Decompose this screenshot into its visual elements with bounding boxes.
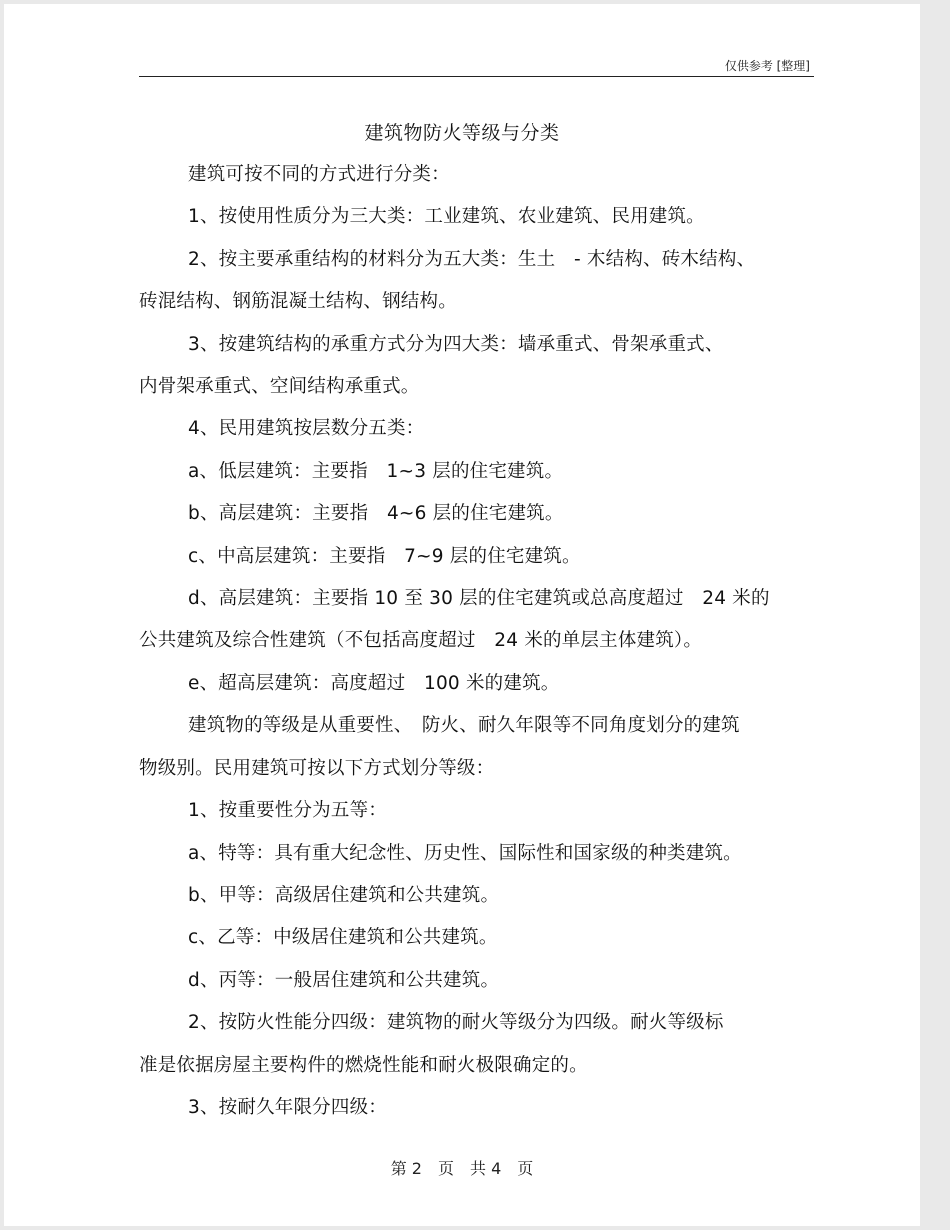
paragraph xyxy=(139,536,814,578)
paragraph xyxy=(139,324,814,409)
paragraph-line: d、高层建筑：主要指 10 至 30 层的住宅建筑或总高度超过 24 米的 xyxy=(188,588,770,610)
paragraph xyxy=(139,408,814,450)
paragraph-line: b、甲等：高级居住建筑和公共建筑。 xyxy=(188,884,500,906)
paragraph-line: 建筑物的等级是从重要性、 防火、耐久年限等不同角度划分的建筑 xyxy=(188,715,740,737)
paragraph xyxy=(139,917,814,959)
page-number-footer: 第 2 页 共 4 页 xyxy=(390,1159,534,1178)
paragraph xyxy=(139,960,814,1002)
paragraph-line: 1、按使用性质分为三大类：工业建筑、农业建筑、民用建筑。 xyxy=(188,206,705,228)
paragraph-line: 4、民用建筑按层数分五类： xyxy=(188,418,425,440)
paragraph xyxy=(139,663,814,705)
paragraph-line: 3、按耐久年限分四级： xyxy=(188,1096,387,1118)
paragraph xyxy=(139,790,814,832)
paragraph xyxy=(139,196,814,238)
paragraph-line: 准是依据房屋主要构件的燃烧性能和耐火极限确定的。 xyxy=(139,1054,588,1076)
paragraph xyxy=(139,833,814,875)
paragraph-line: 2、按主要承重结构的材料分为五大类：生土 - 木结构、砖木结构、 xyxy=(188,248,756,270)
paragraph-line: 1、按重要性分为五等： xyxy=(188,800,387,822)
paragraph xyxy=(139,239,814,324)
header-rule xyxy=(139,76,814,77)
paragraph-line: 公共建筑及综合性建筑（不包括高度超过 24 米的单层主体建筑）。 xyxy=(139,630,703,652)
paragraph xyxy=(139,1087,814,1129)
paragraph xyxy=(139,451,814,493)
paragraph-line: e、超高层建筑：高度超过 100 米的建筑。 xyxy=(188,672,560,694)
paragraph-line: a、特等：具有重大纪念性、历史性、国际性和国家级的种类建筑。 xyxy=(188,842,742,864)
paragraph xyxy=(139,875,814,917)
paragraph-line: 内骨架承重式、空间结构承重式。 xyxy=(139,376,420,398)
document-title: 建筑物防火等级与分类 xyxy=(364,122,560,144)
paragraph-line: d、丙等：一般居住建筑和公共建筑。 xyxy=(188,969,500,991)
paragraph-line: 建筑可按不同的方式进行分类： xyxy=(188,164,450,185)
paragraph xyxy=(139,154,814,196)
paragraph-line: a、低层建筑：主要指 1~3 层的住宅建筑。 xyxy=(188,460,564,482)
paragraph xyxy=(139,578,814,663)
document-body xyxy=(139,154,814,1129)
paragraph-line: 砖混结构、钢筋混凝土结构、钢结构。 xyxy=(139,291,457,313)
paragraph-line: c、乙等：中级居住建筑和公共建筑。 xyxy=(188,927,498,949)
paragraph xyxy=(139,705,814,790)
paragraph xyxy=(139,493,814,535)
paragraph-line: 3、按建筑结构的承重方式分为四大类：墙承重式、骨架承重式、 xyxy=(188,333,724,355)
header-note: 仅供参考 [整理] xyxy=(724,59,810,73)
paragraph xyxy=(139,1002,814,1087)
paragraph-line: c、中高层建筑：主要指 7~9 层的住宅建筑。 xyxy=(188,545,581,567)
document-page xyxy=(4,4,920,1226)
paragraph-line: b、高层建筑：主要指 4~6 层的住宅建筑。 xyxy=(188,503,564,525)
paragraph-line: 物级别。民用建筑可按以下方式划分等级： xyxy=(139,757,495,779)
paragraph-line: 2、按防火性能分四级：建筑物的耐火等级分为四级。耐火等级标 xyxy=(188,1012,724,1034)
